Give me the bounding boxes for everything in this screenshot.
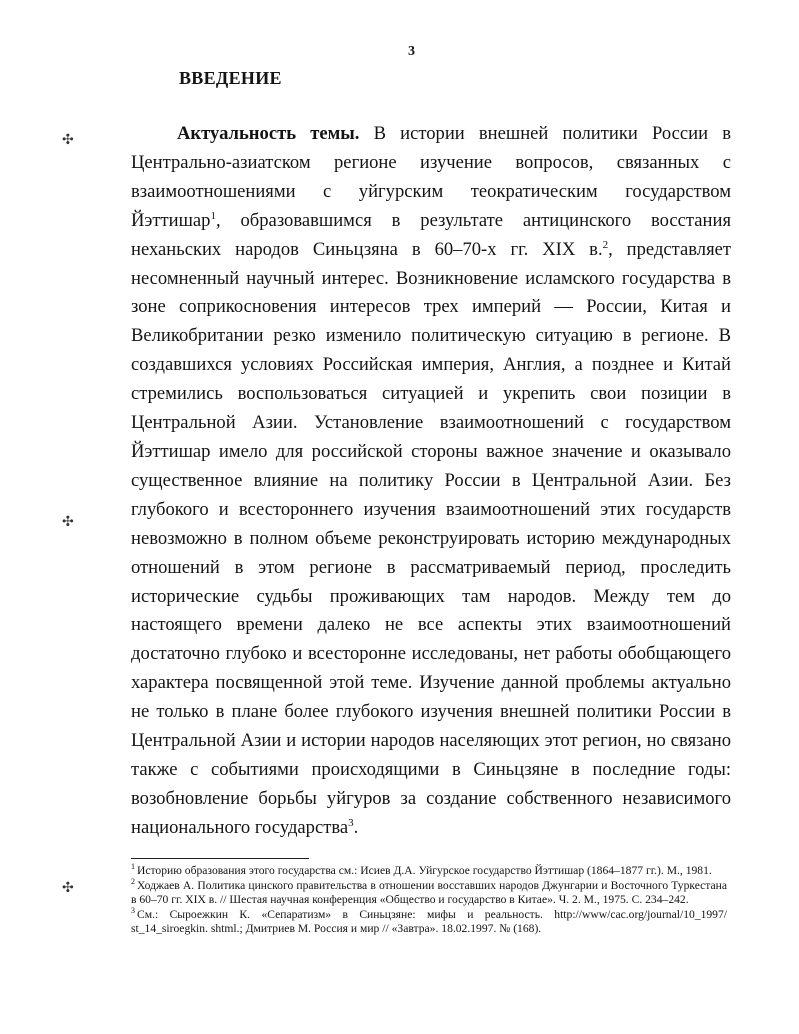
footnote-mark: 1 [131,862,135,872]
margin-mark: ✣ [62,132,74,148]
footnote-text: Ходжаев А. Политика цинского правительства в отношении восставших народов Джунгарии и Восточного Туркестана в 60–70 гг. XIX в. // Шестая научная конференция «Общество и государство в Китае». Ч. 2. М., 1975. С. 234–242. [131,878,727,907]
footnote [131,905,727,937]
lead-phrase: Актуальность темы. [177,123,360,144]
section-heading: ВВЕДЕНИЕ [179,68,282,88]
body-paragraph [131,120,731,843]
body-text-part: , образовавшимся в результате антицинского восстания неханьских народов Синьцзяна в 60–70-х гг. XIX в. [131,209,731,260]
margin-mark: ✣ [62,880,74,896]
footnote-ref: 2 [602,238,609,251]
footnote-mark: 2 [131,876,135,886]
footnote-ref: 3 [348,816,354,829]
footnote-divider [131,858,309,859]
footnotes [131,864,727,937]
footnote-ref: 1 [210,209,216,222]
footnote-text: См.: Сыроежкин К. «Сепаратизм» в Синьцзяне: мифы и реальность. http://www/cac.org/journal/10_1997/ st_14_siroegkin. shtml.; Дмитриев М. Россия и мир // «Завтра». 18.02.1997. № (168). [131,907,727,936]
footnote-text: Историю образования этого государства см.: Исиев Д.А. Уйгурское государство Йэттишар (1864–1877 гг.). М., 1981. [137,864,712,877]
body-text-part: В истории внешней политики России в Центрально-азиатском регионе изучение вопросов, связанных с взаимоотношениями с уйгурским теократическим государством Йэттишар [131,123,731,231]
footnote [131,864,727,879]
margin-mark: ✣ [62,514,74,530]
page-number: 3 [408,44,415,59]
body-text-part: , представляет несомненный научный интерес. Возникновение исламского государства в зоне соприкосновения интересов трех империй — России, Китая и Великобритании резко изменило политическую ситуацию в регионе. В создавшихся условиях Российская империя, Англия, а позднее и Китай стремились воспользоваться ситуацией и укрепить свои позиции в Центральной Азии. Установление взаимоотношений с государством Йэттишар имело для российской стороны важное значение и оказывало существенное влияние на политику России в Центральной Азии. Без глубокого и всестороннего изучения взаимоотношений этих государств невозможно в полном объеме реконструировать историю международных отношений в этом регионе в рассматриваемый период, проследить исторические судьбы проживающих там народов. Между тем до настоящего времени далеко не все аспекты этих взаимоотношений достаточно глубоко и всесторонне исследованы, нет работы обобщающего характера посвященной этой теме. Изучение данной проблемы актуально не только в плане более глубокого изучения внешней политики России в Центральной Азии и истории народов населяющих этот регион, но связано также с событиями происходящими в Синьцзяне в последние годы: возобновление борьбы уйгуров за создание собственного независимого национального государства [131,238,732,838]
body-text-part: . [353,816,359,838]
footnote-mark: 3 [131,905,135,915]
footnote [131,876,727,908]
